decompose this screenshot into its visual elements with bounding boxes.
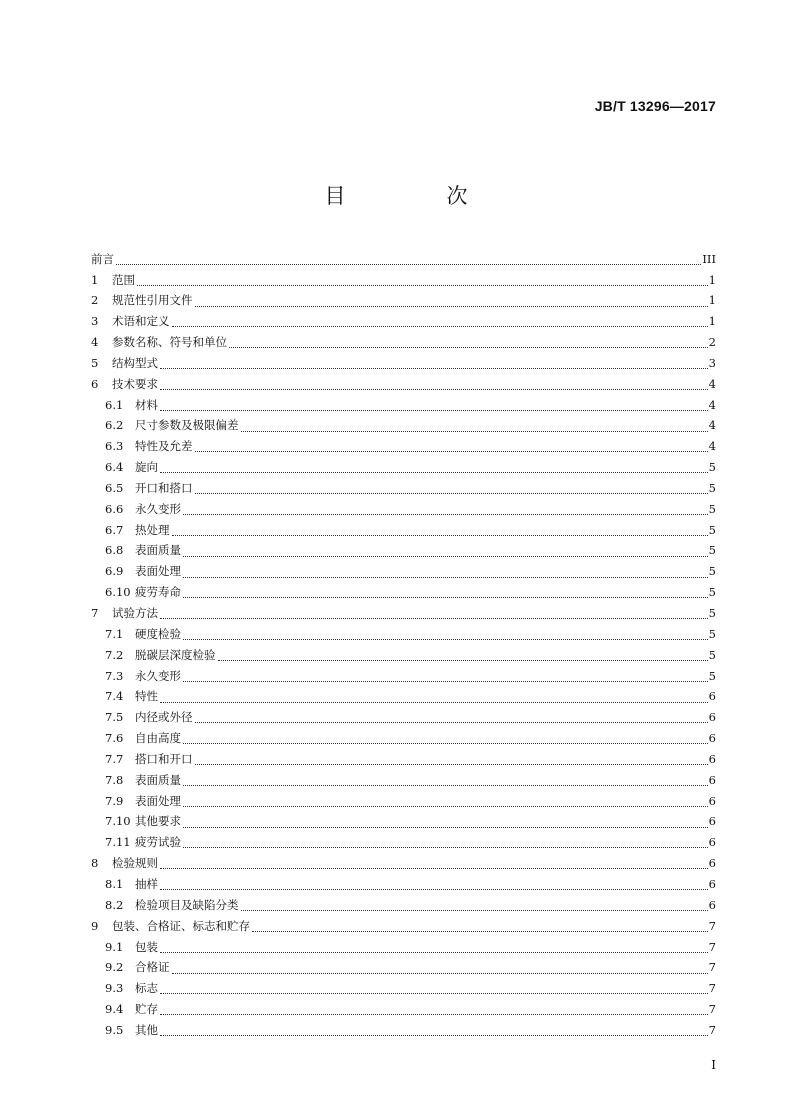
toc-entry-number: 7.7 (105, 751, 124, 766)
toc-entry-title: 其他 (135, 1022, 158, 1037)
toc-entry-page: 6 (708, 689, 716, 704)
toc-entry-number: 7.5 (105, 710, 124, 725)
toc-entry[interactable] (91, 916, 716, 937)
toc-entry-title: 包装 (135, 939, 158, 954)
toc-entry-number: 9.2 (105, 960, 124, 975)
toc-entry-page: 6 (708, 710, 716, 725)
toc-dot-leader (116, 264, 701, 265)
toc-entry-title: 合格证 (135, 960, 170, 975)
toc-entry-page: 1 (708, 293, 716, 308)
toc-entry[interactable] (91, 874, 716, 895)
toc-entry-page: 6 (708, 876, 716, 891)
toc-entry-number: 6.3 (105, 439, 124, 454)
toc-entry-number: 8 (91, 856, 99, 871)
toc-entry-page: 5 (708, 668, 716, 683)
toc-dot-leader (160, 952, 708, 953)
toc-entry[interactable] (91, 520, 716, 541)
toc-dot-leader (183, 743, 708, 744)
toc-dot-leader (160, 1035, 708, 1036)
toc-entry[interactable] (91, 937, 716, 958)
toc-entry[interactable] (91, 666, 716, 687)
toc-entry-number: 9.5 (105, 1022, 124, 1037)
toc-entry-title: 脱碳层深度检验 (135, 647, 216, 662)
toc-entry-title: 范围 (112, 272, 135, 287)
toc-entry-page: 5 (708, 606, 716, 621)
toc-entry-number: 6.5 (105, 480, 124, 495)
toc-entry[interactable] (91, 833, 716, 854)
toc-entry-number: 6.7 (105, 522, 124, 537)
toc-entry-title: 试验方法 (112, 606, 158, 621)
toc-entry-title: 开口和搭口 (135, 480, 193, 495)
toc-dot-leader (195, 451, 708, 452)
toc-entry-number: 6.4 (105, 460, 124, 475)
toc-entry[interactable] (91, 374, 716, 395)
toc-entry[interactable] (91, 958, 716, 979)
toc-entry-title: 旋向 (135, 460, 158, 475)
toc-entry-page: 5 (708, 522, 716, 537)
toc-entry-page: 7 (708, 960, 716, 975)
toc-dot-leader (195, 306, 708, 307)
toc-entry-title: 搭口和开口 (135, 751, 193, 766)
toc-dot-leader (137, 285, 708, 286)
toc-entry[interactable] (91, 395, 716, 416)
toc-entry[interactable] (91, 457, 716, 478)
toc-entry-title: 硬度检验 (135, 626, 181, 641)
toc-entry[interactable] (91, 999, 716, 1020)
table-of-contents (91, 249, 716, 1041)
toc-entry-number: 2 (91, 293, 99, 308)
toc-dot-leader (172, 973, 708, 974)
toc-entry-page: 6 (708, 731, 716, 746)
toc-dot-leader (183, 806, 708, 807)
toc-entry[interactable] (91, 853, 716, 874)
toc-dot-leader (160, 702, 708, 703)
standard-code: JB/T 13296—2017 (594, 98, 716, 114)
toc-dot-leader (195, 722, 708, 723)
toc-entry-number: 6 (91, 376, 99, 391)
toc-entry-page: 7 (708, 1022, 716, 1037)
toc-dot-leader (183, 514, 708, 515)
toc-entry[interactable] (91, 416, 716, 437)
toc-entry-title: 检验规则 (112, 856, 158, 871)
toc-entry-page: 6 (708, 751, 716, 766)
toc-entry[interactable] (91, 770, 716, 791)
toc-entry-title: 自由高度 (135, 731, 181, 746)
toc-dot-leader (172, 535, 708, 536)
toc-entry-number: 7.6 (105, 731, 124, 746)
toc-entry-number: 7.10 (105, 814, 131, 829)
toc-entry-title: 疲劳试验 (135, 835, 181, 850)
toc-entry[interactable] (91, 437, 716, 458)
toc-dot-leader (252, 931, 708, 932)
toc-entry-title: 检验项目及缺陷分类 (135, 897, 239, 912)
toc-dot-leader (160, 618, 708, 619)
toc-entry[interactable] (91, 541, 716, 562)
toc-entry-title: 抽样 (135, 876, 158, 891)
toc-entry-title: 其他要求 (135, 814, 181, 829)
toc-dot-leader (218, 660, 708, 661)
toc-entry-number: 7.4 (105, 689, 124, 704)
toc-entry-title: 术语和定义 (112, 314, 170, 329)
toc-entry-page: 5 (708, 543, 716, 558)
toc-entry[interactable] (91, 624, 716, 645)
toc-dot-leader (160, 389, 708, 390)
toc-dot-leader (183, 639, 708, 640)
toc-entry-number: 7.8 (105, 772, 124, 787)
toc-entry-number: 5 (91, 355, 99, 370)
toc-entry[interactable] (91, 499, 716, 520)
toc-entry-title: 热处理 (135, 522, 170, 537)
toc-dot-leader (160, 889, 708, 890)
page-number: I (711, 1058, 716, 1072)
toc-entry-number: 6.10 (105, 585, 131, 600)
toc-entry-number: 6.9 (105, 564, 124, 579)
toc-entry[interactable] (91, 562, 716, 583)
toc-dot-leader (183, 556, 708, 557)
toc-entry-title: 疲劳寿命 (135, 585, 181, 600)
toc-entry-page: 5 (708, 647, 716, 662)
toc-entry-title: 结构型式 (112, 355, 158, 370)
toc-entry-title: 表面质量 (135, 772, 181, 787)
toc-entry-number: 6.8 (105, 543, 124, 558)
toc-dot-leader (183, 785, 708, 786)
toc-entry-page: 5 (708, 480, 716, 495)
toc-entry-title: 技术要求 (112, 376, 158, 391)
toc-title: 目 次 (324, 184, 508, 208)
toc-entry-title: 贮存 (135, 1002, 158, 1017)
toc-entry[interactable] (91, 812, 716, 833)
toc-entry-number: 7.11 (105, 835, 131, 850)
toc-entry[interactable] (91, 687, 716, 708)
toc-entry-page: 7 (708, 918, 716, 933)
toc-entry-page: 6 (708, 814, 716, 829)
toc-entry-page: 7 (708, 939, 716, 954)
toc-entry-title: 标志 (135, 981, 158, 996)
toc-dot-leader (183, 681, 708, 682)
toc-entry-title: 永久变形 (135, 501, 181, 516)
toc-entry-page: 2 (708, 335, 716, 350)
toc-entry[interactable] (91, 312, 716, 333)
toc-entry-page: 4 (708, 397, 716, 412)
toc-entry[interactable] (91, 979, 716, 1000)
toc-entry-page: 5 (708, 501, 716, 516)
toc-entry[interactable] (91, 708, 716, 729)
toc-entry[interactable] (91, 353, 716, 374)
toc-entry-title: 特性 (135, 689, 158, 704)
toc-entry-page: 6 (708, 856, 716, 871)
toc-dot-leader (241, 910, 708, 911)
toc-entry[interactable] (91, 728, 716, 749)
toc-entry-page: 7 (708, 1002, 716, 1017)
toc-entry[interactable] (91, 270, 716, 291)
toc-dot-leader (160, 868, 708, 869)
toc-entry-number: 7 (91, 606, 99, 621)
toc-entry[interactable] (91, 583, 716, 604)
toc-entry[interactable] (91, 249, 716, 270)
toc-entry[interactable] (91, 603, 716, 624)
toc-dot-leader (241, 431, 708, 432)
toc-entry-page: 5 (708, 564, 716, 579)
toc-entry-page: III (702, 251, 716, 266)
toc-entry-page: 6 (708, 835, 716, 850)
toc-entry-number: 9.1 (105, 939, 124, 954)
toc-entry-page: 4 (708, 376, 716, 391)
toc-entry-title: 材料 (135, 397, 158, 412)
toc-entry-title: 参数名称、符号和单位 (112, 335, 227, 350)
toc-entry-page: 6 (708, 897, 716, 912)
toc-entry-page: 1 (708, 272, 716, 287)
toc-entry-title: 前言 (91, 251, 114, 266)
toc-dot-leader (160, 993, 708, 994)
toc-entry[interactable] (91, 332, 716, 353)
toc-entry-number: 7.1 (105, 626, 124, 641)
toc-entry-number: 6.6 (105, 501, 124, 516)
toc-dot-leader (229, 347, 708, 348)
toc-entry-title: 表面质量 (135, 543, 181, 558)
toc-entry[interactable] (91, 895, 716, 916)
toc-entry-title: 永久变形 (135, 668, 181, 683)
toc-entry-number: 6.2 (105, 418, 124, 433)
toc-entry[interactable] (91, 645, 716, 666)
toc-dot-leader (160, 1014, 708, 1015)
toc-entry-number: 8.1 (105, 876, 124, 891)
toc-entry-number: 7.3 (105, 668, 124, 683)
toc-entry-number: 4 (91, 335, 99, 350)
toc-entry-number: 1 (91, 272, 99, 287)
toc-dot-leader (183, 577, 708, 578)
toc-entry-number: 9.3 (105, 981, 124, 996)
toc-dot-leader (160, 368, 708, 369)
toc-entry-page: 6 (708, 772, 716, 787)
toc-entry-number: 9.4 (105, 1002, 124, 1017)
toc-entry-number: 9 (91, 918, 99, 933)
toc-entry-page: 7 (708, 981, 716, 996)
toc-dot-leader (160, 410, 708, 411)
toc-entry-page: 4 (708, 418, 716, 433)
toc-entry-title: 表面处理 (135, 793, 181, 808)
toc-dot-leader (160, 472, 708, 473)
toc-entry-title: 包装、合格证、标志和贮存 (112, 918, 250, 933)
toc-entry[interactable] (91, 1020, 716, 1041)
toc-entry-page: 6 (708, 793, 716, 808)
toc-entry[interactable] (91, 291, 716, 312)
toc-dot-leader (195, 764, 708, 765)
toc-entry-title: 表面处理 (135, 564, 181, 579)
toc-entry-page: 5 (708, 460, 716, 475)
toc-entry-page: 5 (708, 626, 716, 641)
toc-entry-title: 尺寸参数及极限偏差 (135, 418, 239, 433)
toc-entry-number: 8.2 (105, 897, 124, 912)
toc-entry[interactable] (91, 749, 716, 770)
toc-entry[interactable] (91, 791, 716, 812)
toc-entry-title: 特性及允差 (135, 439, 193, 454)
toc-entry-number: 7.9 (105, 793, 124, 808)
toc-dot-leader (183, 827, 708, 828)
toc-entry-title: 内径或外径 (135, 710, 193, 725)
toc-entry-number: 6.1 (105, 397, 124, 412)
toc-entry[interactable] (91, 478, 716, 499)
toc-dot-leader (195, 493, 708, 494)
toc-entry-number: 7.2 (105, 647, 124, 662)
toc-entry-page: 4 (708, 439, 716, 454)
toc-dot-leader (172, 326, 708, 327)
toc-entry-title: 规范性引用文件 (112, 293, 193, 308)
toc-entry-page: 1 (708, 314, 716, 329)
toc-dot-leader (183, 847, 708, 848)
toc-entry-page: 5 (708, 585, 716, 600)
toc-entry-page: 3 (708, 355, 716, 370)
toc-dot-leader (183, 597, 708, 598)
toc-entry-number: 3 (91, 314, 99, 329)
